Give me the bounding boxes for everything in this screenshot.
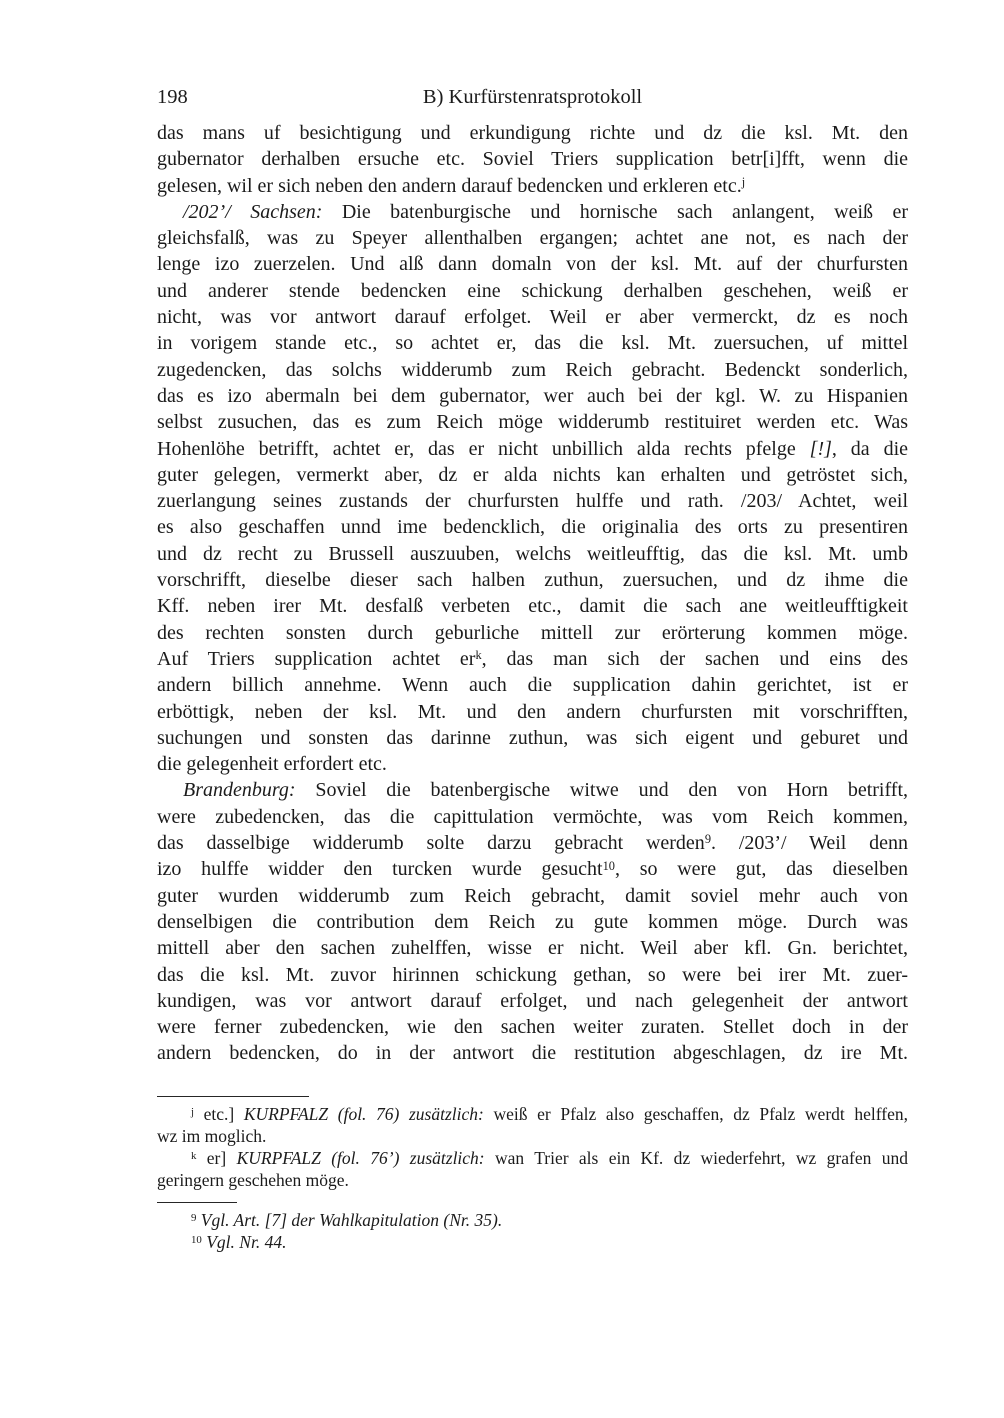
text-line	[157, 1103, 908, 1125]
text-segment: Vgl. Art. [7] der Wahlkapitulation (Nr. 35).	[196, 1209, 503, 1230]
text-line	[157, 383, 908, 409]
text-segment: gelesen, wil er sich neben den andern darauf bedencken und erkleren etc.	[157, 174, 742, 197]
text-block	[157, 84, 908, 1253]
footnote-marker: k	[475, 648, 482, 663]
text-segment: in vorigem stande etc., so achtet er, das die ksl. Mt. zuersuchen, uf mittel	[157, 332, 908, 355]
footnote-marker: 10	[191, 1233, 202, 1246]
text-segment: und dz recht zu Brussell auszuuben, welchs weitleufftig, das die ksl. Mt. umb	[157, 542, 908, 565]
text-segment: kundigen, was vor antwort darauf erfolget, und nach gelegenheit der antwort	[157, 989, 908, 1012]
text-segment: KURPFALZ (fol. 76’) zusätzlich:	[236, 1147, 485, 1168]
text-line	[157, 120, 908, 146]
text-segment: er]	[196, 1147, 237, 1168]
text-line	[157, 962, 908, 988]
text-segment: Soviel die batenbergische witwe und den von Horn betrifft,	[295, 779, 908, 802]
text-line	[157, 856, 908, 882]
text-line	[157, 646, 908, 672]
text-line	[157, 567, 908, 593]
text-line	[157, 514, 908, 540]
text-segment: weiß er Pfalz also geschaffen, dz Pfalz werdt helffen,	[483, 1103, 908, 1124]
text-line	[157, 804, 908, 830]
text-line	[157, 357, 908, 383]
text-segment: andern billich annehme. Wenn auch die supplication dahin gerichtet, ist er	[157, 674, 908, 697]
text-segment: [!]	[809, 437, 832, 460]
text-segment: /202’/ Sachsen:	[183, 200, 323, 223]
text-segment: mittell aber den sachen zuhelffen, wisse er nicht. Weil aber kfl. Gn. berichtet,	[157, 937, 908, 960]
text-line	[157, 1209, 908, 1231]
text-line	[157, 777, 908, 803]
text-segment: das die ksl. Mt. zuvor hirinnen schickung gethan, so were bei irer Mt. zuer-	[157, 963, 908, 986]
text-segment: suchungen und sonsten das darinne zuthun, was sich eigent und geburet und	[157, 726, 908, 749]
text-line	[157, 830, 908, 856]
text-line	[157, 883, 908, 909]
text-line	[157, 909, 908, 935]
text-segment: were zubedencken, das die capittulation vermöchte, was vom Reich kommen,	[157, 805, 908, 828]
text-segment: were ferner zubedencken, wie den sachen weiter zuraten. Stellet doch in der	[157, 1016, 908, 1039]
text-line	[157, 1169, 908, 1191]
text-segment: des rechten sonsten durch geburliche mittell zur erörterung kommen möge.	[157, 621, 908, 644]
text-segment: gleichsfalß, was zu Speyer allenthalben ergangen; achtet ane not, es nach der	[157, 227, 908, 250]
text-line	[157, 1125, 908, 1147]
text-line	[157, 699, 908, 725]
text-line	[157, 725, 908, 751]
text-segment: Kff. neben irer Mt. desfalß verbeten etc., damit die sach ane weitleufftigkeit	[157, 595, 908, 618]
text-line	[157, 593, 908, 619]
text-segment: die gelegenheit erfordert etc.	[157, 753, 387, 776]
text-segment: Die batenburgische und hornische sach anlangent, weiß er	[322, 200, 908, 223]
footnote-marker: 10	[602, 858, 615, 873]
text-segment: nicht, was vor antwort darauf erfolget. Weil er aber vermerckt, dz es noch	[157, 306, 908, 329]
letter-notes-separator-rule	[157, 1096, 309, 1097]
text-segment: izo hulffe widder den turcken wurde gesucht	[157, 858, 603, 881]
text-line	[157, 251, 908, 277]
text-line	[157, 541, 908, 567]
text-segment: , das man sich der sachen und eins des	[481, 647, 909, 670]
footnote-marker: k	[191, 1149, 197, 1162]
footnote-marker: 9	[704, 832, 712, 847]
text-segment: geringern geschehen möge.	[157, 1169, 349, 1190]
running-head	[157, 84, 908, 110]
text-segment: Auf Triers supplication achtet er	[157, 647, 476, 670]
text-line	[157, 620, 908, 646]
text-segment: . /203’/ Weil denn	[711, 832, 908, 855]
text-line	[157, 199, 908, 225]
text-segment: Vgl. Nr. 44.	[201, 1231, 287, 1252]
text-line	[157, 409, 908, 435]
text-segment: , da die	[831, 437, 909, 460]
text-segment: zuerlangung seines zustands der churfursten hulffe und rath. /203/ Achtet, weil	[157, 490, 908, 513]
text-line	[157, 225, 908, 251]
page-number: 198	[157, 86, 188, 108]
text-segment: selbst zusuchen, das es zum Reich möge widderumb restituiret werden etc. Was	[157, 411, 908, 434]
footnote-marker: 9	[191, 1211, 197, 1224]
footnote-marker: j	[741, 175, 746, 190]
numbered-notes-separator-rule	[157, 1202, 237, 1203]
text-segment: andern bedencken, do in der antwort die restitution abgeschlagen, dz ire Mt.	[157, 1042, 908, 1065]
text-segment: und anderer stende bedencken eine schickung derhalben geschehen, weiß er	[157, 279, 908, 302]
text-segment: wz im moglich.	[157, 1125, 267, 1146]
text-line	[157, 1147, 908, 1169]
text-line	[157, 1014, 908, 1040]
text-segment: gubernator derhalben ersuche etc. Soviel Triers supplication betr[i]fft, wenn die	[157, 148, 908, 171]
text-segment: Brandenburg:	[183, 779, 296, 802]
text-segment: das mans uf besichtigung und erkundigung richte und dz die ksl. Mt. den	[157, 122, 908, 144]
numbered-footnotes	[157, 1209, 908, 1253]
text-line	[157, 751, 908, 777]
text-segment: KURPFALZ (fol. 76) zusätzlich:	[243, 1103, 484, 1124]
text-line	[157, 146, 908, 172]
body-text	[157, 120, 908, 1067]
footnote-marker: j	[191, 1105, 195, 1118]
text-segment: lenge izo zuerzelen. Und alß dann domaln von der ksl. Mt. auf der churfursten	[157, 253, 908, 276]
text-segment: vorschrifft, dieselbe dieser sach halben zuthun, zuersuchen, und dz ihme die	[157, 569, 908, 592]
body-paragraph	[157, 199, 908, 778]
text-segment: erböttigk, neben der ksl. Mt. und den andern churfursten mit vorschrifften,	[157, 700, 908, 723]
text-segment: guter wurden widderumb zum Reich gebracht, damit soviel mehr auch von	[157, 884, 908, 907]
text-segment: das es izo abermaln bei dem gubernator, wer auch bei der kgl. W. zu Hispanien	[157, 384, 908, 407]
text-line	[157, 1040, 908, 1066]
text-line	[157, 935, 908, 961]
text-line	[157, 304, 908, 330]
text-line	[157, 173, 908, 199]
text-line	[157, 1231, 908, 1253]
text-segment: Hohenlöhe betrifft, achtet er, das er nicht unbillich alda rechts pfelge	[157, 437, 810, 460]
running-title: B) Kurfürstenratsprotokoll	[422, 86, 643, 108]
text-line	[157, 988, 908, 1014]
text-line	[157, 462, 908, 488]
body-paragraph	[157, 777, 908, 1066]
text-line	[157, 488, 908, 514]
text-line	[157, 672, 908, 698]
text-segment: es also geschaffen unnd ime bedencklich, die originalia des orts zu presentiren	[157, 516, 908, 539]
text-line	[157, 330, 908, 356]
text-line	[157, 278, 908, 304]
text-segment: etc.]	[194, 1103, 244, 1124]
text-segment: denselbigen die contribution dem Reich zu gute kommen möge. Durch was	[157, 910, 908, 933]
text-segment: guter gelegen, vermerkt aber, dz er alda nichts kan erhalten und getröstet sich,	[157, 463, 908, 486]
text-segment: , so were gut, das dieselben	[615, 858, 908, 881]
letter-footnotes	[157, 1103, 908, 1191]
text-segment: das dasselbige widderumb solte darzu gebracht werden	[157, 832, 705, 855]
text-segment: wan Trier als ein Kf. dz wiederfehrt, wz grafen und	[484, 1147, 908, 1168]
text-line	[157, 436, 908, 462]
body-paragraph	[157, 120, 908, 199]
text-segment: zugedencken, das solchs widderumb zum Reich gebracht. Bedenckt sonderlich,	[157, 358, 908, 381]
